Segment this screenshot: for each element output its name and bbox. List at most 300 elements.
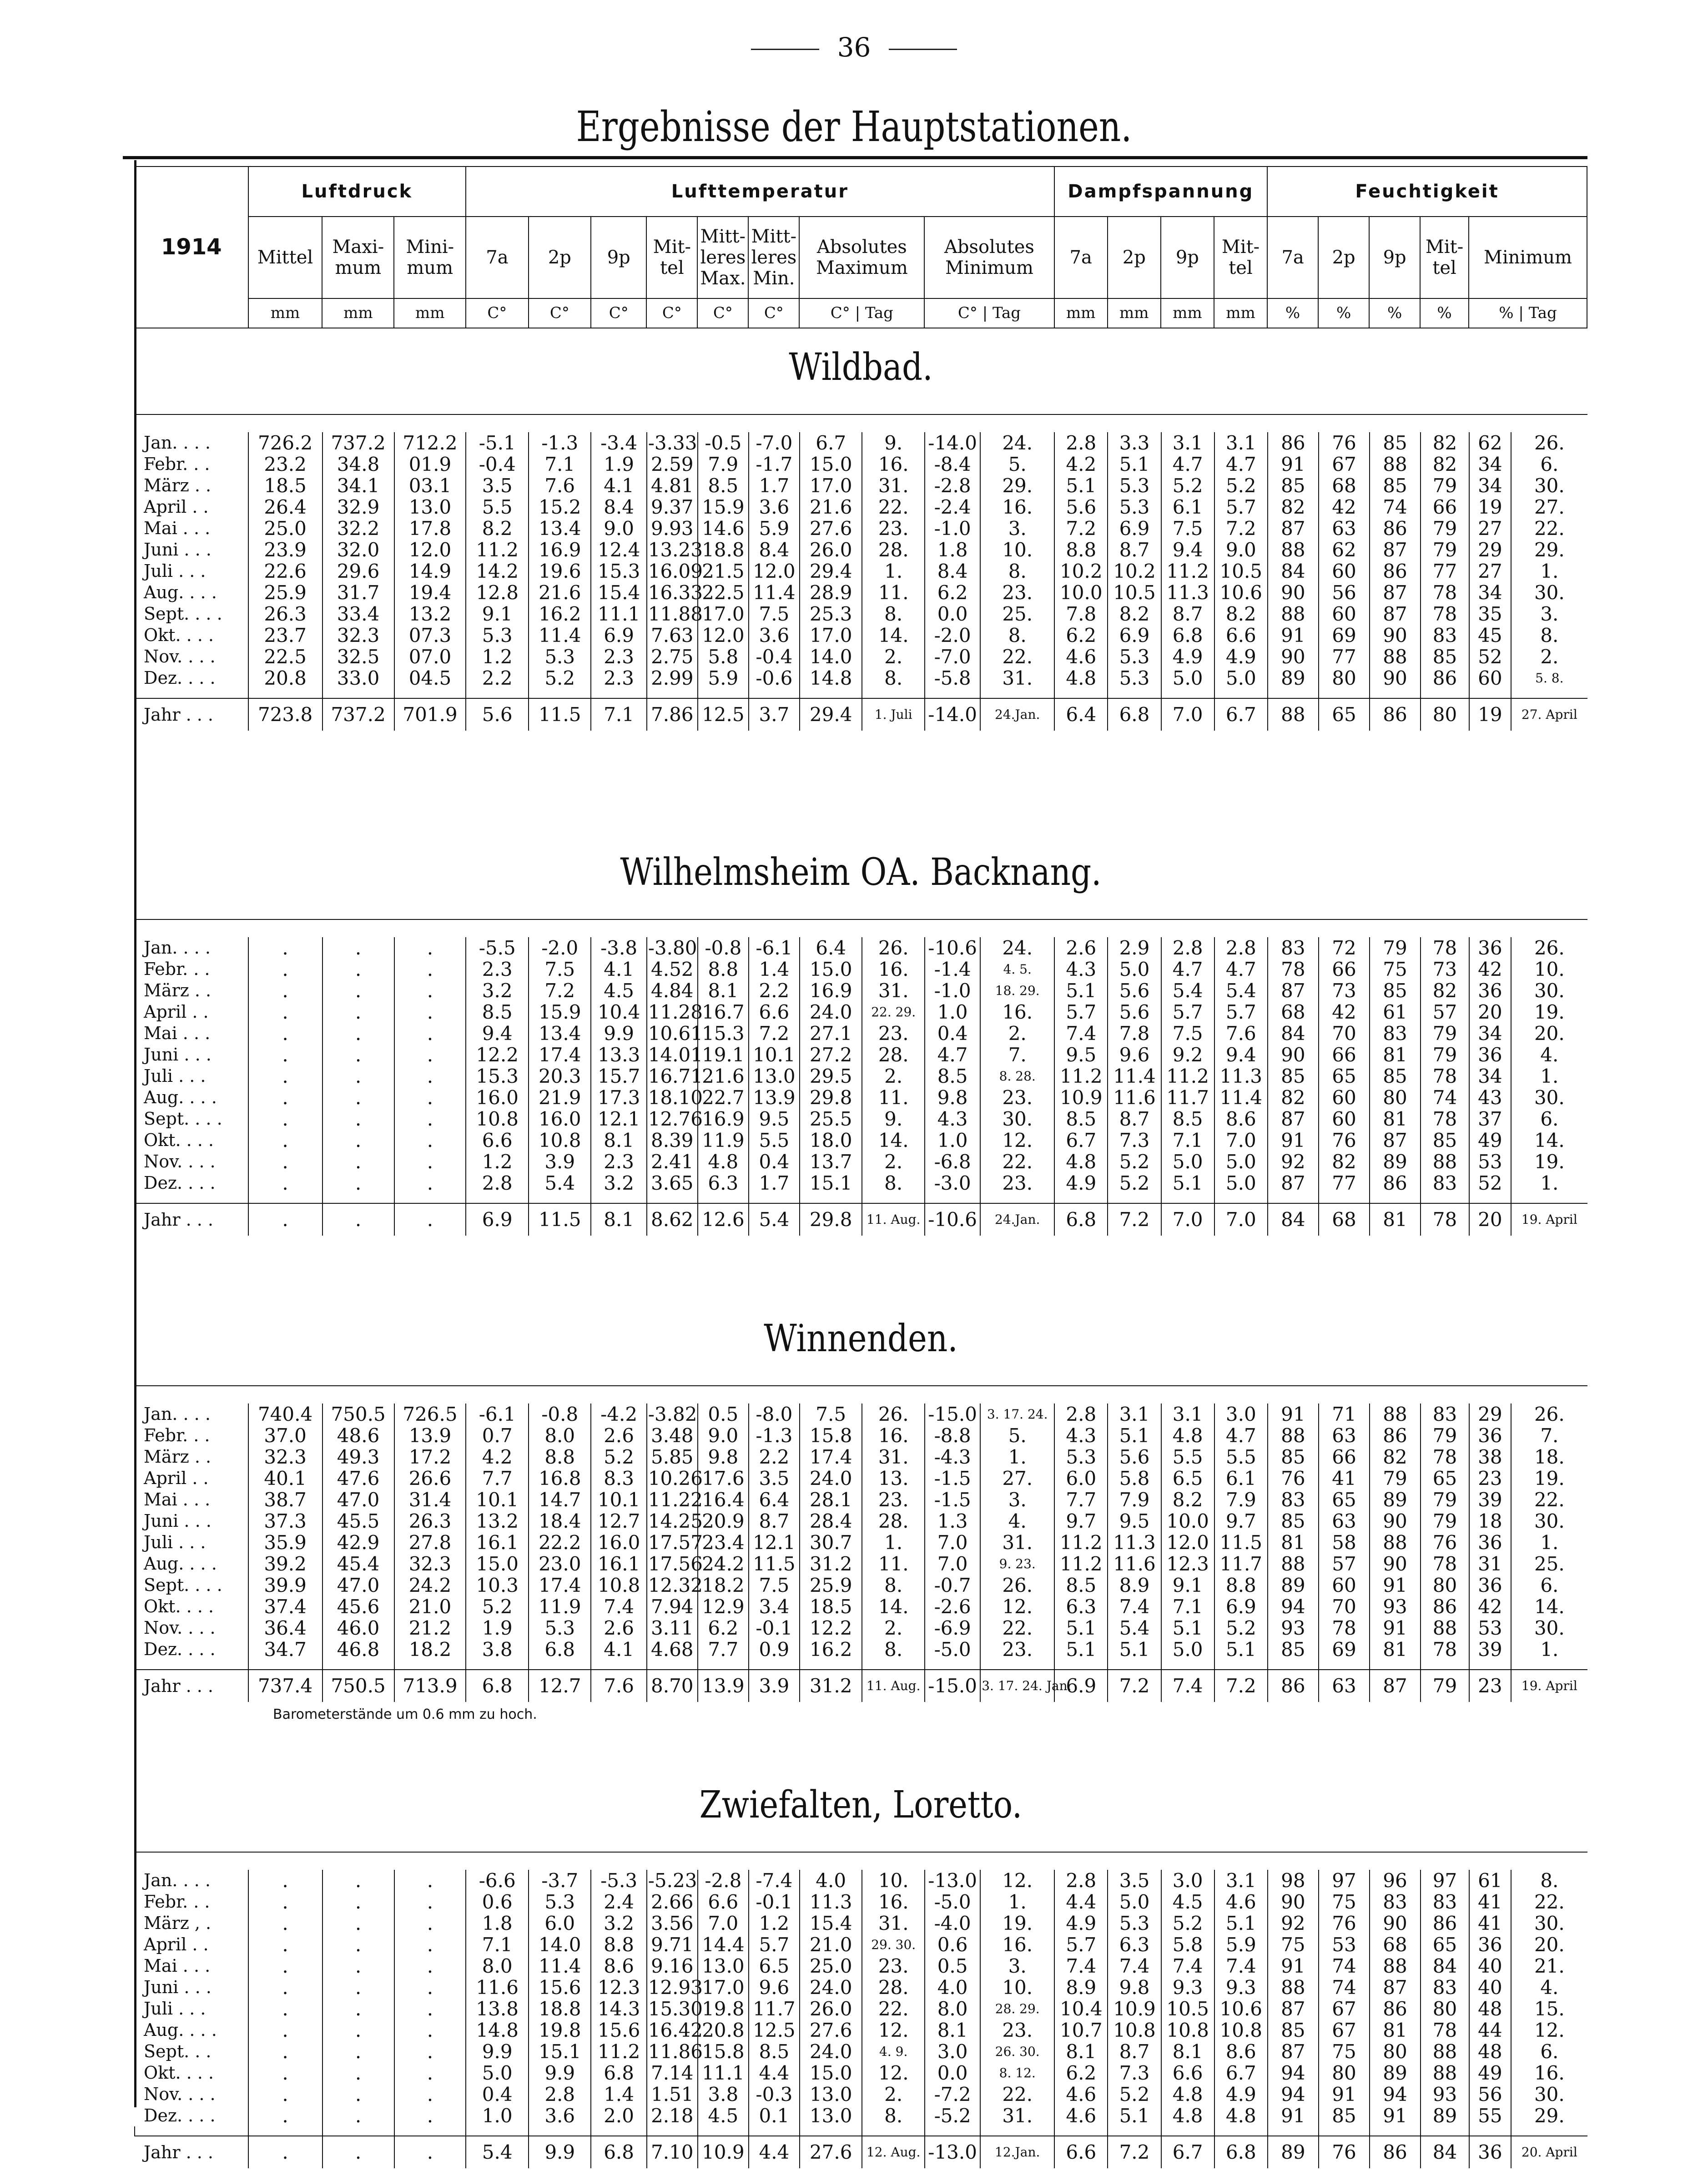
table-cell: 25.9 [800,1575,862,1596]
table-cell: 6.9 [1214,1596,1268,1617]
table-cell: 79 [1421,518,1469,539]
table-cell: 74 [1421,1087,1469,1108]
table-cell: 11.2 [466,539,529,560]
table-cell: 4.8 [698,1151,749,1172]
table-cell: 8.4 [591,496,646,518]
table-cell: 22. [862,1998,925,2019]
table-cell: 85 [1421,1130,1469,1151]
table-cell: 6.9 [1108,625,1161,646]
spacer-cell [1319,1194,1370,1203]
month-row [135,937,1587,959]
table-cell: 5.2 [1214,475,1268,496]
table-cell: . [248,2041,322,2062]
table-cell: 83 [1421,1404,1469,1425]
table-cell: 85 [1268,1065,1319,1087]
table-cell: 88 [1370,646,1421,667]
row-label: Jahr . . . [135,1670,248,1702]
table-cell: 26. [1511,432,1587,454]
table-cell: 85 [1370,1065,1421,1087]
table-cell: 7.5 [800,1404,862,1425]
table-cell: 7.5 [749,1575,800,1596]
table-cell: 72 [1319,937,1370,959]
spacer-cell [1511,2126,1587,2136]
col-temp-absolutes-maximum: Absolutes Maximum [799,217,924,298]
table-cell: 2. [862,2084,925,2105]
table-cell: 81 [1370,2019,1421,2041]
table-cell: 79 [1421,1489,1469,1510]
table-cell: 22.6 [248,560,322,582]
table-cell: 67 [1319,1998,1370,2019]
spacer-cell [980,1660,1054,1670]
table-cell: 32.3 [394,1553,466,1575]
table-cell: 83 [1268,937,1319,959]
table-cell: . [248,1891,322,1913]
table-cell: 68 [1319,1203,1370,1236]
table-cell: 9.1 [466,603,529,625]
row-label: Juni . . . [144,540,212,560]
table-cell: 18. [1511,1446,1587,1468]
table-cell: 11.5 [749,1553,800,1575]
table-cell: 2. [1511,646,1587,667]
table-cell: -3.82 [647,1404,698,1425]
unit-cell: mm [1161,298,1214,328]
row-label: Aug. . . . [144,1087,217,1107]
unit-cell: C° [697,298,748,328]
spacer-cell [1319,2126,1370,2136]
table-cell: 11.7 [749,1998,800,2019]
table-cell: 10.1 [749,1044,800,1065]
table-cell: 30. [1511,980,1587,1001]
table-cell: 8. [862,1172,925,1194]
table-cell: 23. [980,1639,1054,1660]
table-cell: 9.5 [749,1108,800,1130]
table-cell: 8.8 [529,1446,591,1468]
table-cell: 30. [1511,1510,1587,1532]
table-cell: 16.9 [698,1108,749,1130]
table-cell: 712.2 [394,432,466,454]
table-cell: 2.6 [591,1617,646,1639]
table-cell: 726.5 [394,1404,466,1425]
table-cell: 14.01 [647,1044,698,1065]
table-cell: 47.0 [322,1575,394,1596]
table-cell: 4.6 [1214,1891,1268,1913]
col-feucht-mittel: Mit-tel [1420,217,1469,298]
annual-row [135,2136,1587,2168]
table-cell: 4.4 [749,2062,800,2084]
table-cell: 94 [1370,2084,1421,2105]
table-cell: 8.2 [466,518,529,539]
table-cell: 7.1 [591,698,646,731]
row-label: April . . [144,497,209,517]
table-cell: 80 [1319,2062,1370,2084]
table-cell: 19.4 [394,582,466,603]
spacer-cell [1108,1660,1161,1670]
table-cell: 14.8 [800,667,862,689]
table-cell: 16.4 [698,1489,749,1510]
table-cell: 79 [1370,937,1421,959]
table-cell: 12.4 [591,539,646,560]
table-cell: 65 [1421,1934,1469,1955]
table-cell: 81 [1268,1532,1319,1553]
table-cell: . [248,1087,322,1108]
table-cell: 9.4 [1161,539,1214,560]
table-cell: 7.2 [1054,518,1108,539]
table-cell: 7.0 [698,1913,749,1934]
table-cell: 3.1 [1161,432,1214,454]
spacer-cell [862,2126,925,2136]
row-label: Jan. . . . [144,1870,211,1890]
table-cell: 81 [1370,1044,1421,1065]
row-label: Dez. . . . [144,1639,216,1659]
table-cell: 86 [1268,432,1319,454]
row-label: Okt. . . . [144,1130,214,1150]
row-label: Juni . . . [144,1511,212,1531]
table-cell: 5.1 [1161,1172,1214,1194]
table-cell: 5.3 [1108,667,1161,689]
table-cell: 5.5 [1161,1446,1214,1468]
table-cell: -3.80 [647,937,698,959]
table-cell: 8. [862,667,925,689]
table-cell: 8.6 [1214,1108,1268,1130]
spacer-cell [862,689,925,698]
table-cell: 17.57 [647,1532,698,1553]
month-row [135,1617,1587,1639]
table-cell: 36 [1469,1575,1511,1596]
table-cell: 52 [1469,646,1511,667]
col-dampf-9p: 9p [1161,217,1214,298]
table-cell: 2.8 [1161,937,1214,959]
table-cell: 9.9 [591,1023,646,1044]
table-cell: 88 [1268,698,1319,731]
table-cell: 4.8 [1054,667,1108,689]
month-row [135,1425,1587,1446]
table-cell: 87 [1268,1998,1319,2019]
table-cell: 16.0 [466,1087,529,1108]
table-cell: 10.61 [647,1023,698,1044]
spacer-cell [800,2126,862,2136]
table-cell: 4.2 [1054,454,1108,475]
table-cell: -8.8 [925,1425,980,1446]
table-cell: 1. [862,1532,925,1553]
table-cell: 41 [1319,1468,1370,1489]
section-rule [134,414,1587,415]
table-cell: . [394,1203,466,1236]
table-cell: . [322,1870,394,1891]
table-cell: 11.28 [647,1001,698,1023]
table-cell: 18.8 [698,539,749,560]
table-cell: 6.4 [800,937,862,959]
spacer-cell [248,1660,322,1670]
table-cell: 11.1 [698,2062,749,2084]
table-cell: 9.3 [1161,1977,1214,1998]
spacer-cell [800,689,862,698]
table-cell: 80 [1370,1087,1421,1108]
table-cell: . [322,1130,394,1151]
row-label: Juli . . . [144,1066,206,1086]
table-cell: 5.1 [1054,1617,1108,1639]
table-cell: 85 [1268,2019,1319,2041]
table-cell: 90 [1268,1891,1319,1913]
table-cell: 1.2 [466,646,529,667]
table-cell: 88 [1421,2062,1469,2084]
table-cell: 11.4 [529,1955,591,1977]
table-cell: 6.8 [591,2062,646,2084]
table-cell: 36 [1469,1532,1511,1553]
table-cell: . [248,1955,322,1977]
spacer-cell [466,2126,529,2136]
table-cell: 27 [1469,518,1511,539]
table-cell: 7.4 [1214,1955,1268,1977]
table-cell: 4.7 [1214,1425,1268,1446]
table-cell: 7.6 [1214,1023,1268,1044]
table-cell: 15.0 [800,2062,862,2084]
row-label: Jahr . . . [135,2136,248,2168]
spacer-cell [1469,2126,1511,2136]
month-row [135,1446,1587,1468]
table-cell: -0.8 [698,937,749,959]
table-cell: 82 [1268,1087,1319,1108]
table-cell: 1. [862,560,925,582]
table-cell: 5.8 [1161,1934,1214,1955]
month-row [135,2105,1587,2126]
table-cell: 9.4 [466,1023,529,1044]
table-cell: 2. [862,646,925,667]
table-cell: 7.4 [1161,1955,1214,1977]
table-cell: . [394,2105,466,2126]
station-title-zwiefalten: Zwiefalten, Loretto. [699,1783,1023,1827]
table-cell: . [394,1955,466,1977]
table-cell: 11.5 [529,698,591,731]
table-cell: 13.0 [698,1955,749,1977]
table-cell: 19.8 [529,2019,591,2041]
table-cell: 28.4 [800,1510,862,1532]
table-cell: 30. [1511,1913,1587,1934]
table-cell: 8.1 [1054,2041,1108,2062]
table-cell: 2.2 [749,980,800,1001]
table-cell: 89 [1370,2062,1421,2084]
table-cell: 86 [1421,667,1469,689]
col-luftdruck-mittel: Mittel [248,217,322,298]
table-cell: 7.94 [647,1596,698,1617]
table-cell: 8.0 [466,1955,529,1977]
table-cell: 0.4 [749,1151,800,1172]
table-cell: 27.6 [800,2136,862,2168]
month-row [135,2084,1587,2105]
table-cell: 36 [1469,937,1511,959]
table-cell: 11. Aug. [862,1670,925,1702]
table-cell: 13.23 [647,539,698,560]
table-cell: 4.4 [1054,1891,1108,1913]
table-cell: 8.4 [925,560,980,582]
table-cell: 24.2 [394,1575,466,1596]
table-cell: 12.8 [466,582,529,603]
table-cell: 40.1 [248,1468,322,1489]
table-cell: . [394,2019,466,2041]
spacer-cell [466,1194,529,1203]
table-cell: 96 [1370,1870,1421,1891]
table-cell: 32.3 [322,625,394,646]
table-cell: 5.0 [1161,1639,1214,1660]
row-label: Aug. . . . [144,2020,217,2040]
table-cell: 10.7 [1054,2019,1108,2041]
table-cell: 74 [1319,1955,1370,1977]
spacer-cell [322,1660,394,1670]
table-cell: 19 [1469,496,1511,518]
table-cell: 3.2 [466,980,529,1001]
month-row [135,959,1587,980]
table-cell: 63 [1319,518,1370,539]
table-cell: -2.8 [925,475,980,496]
table-cell: 83 [1268,1489,1319,1510]
table-cell: 90 [1268,582,1319,603]
table-cell: 12.3 [591,1977,646,1998]
table-cell: 19 [1469,698,1511,731]
table-cell: 6.8 [1214,2136,1268,2168]
table-cell: 0.6 [925,1934,980,1955]
table-cell: 2.2 [749,1446,800,1468]
table-cell: 11.7 [1214,1553,1268,1575]
table-cell: 7.5 [1161,518,1214,539]
table-cell: 6. [1511,2041,1587,2062]
table-cell: 31.2 [800,1553,862,1575]
table-cell: 8. [862,1639,925,1660]
spacer-cell [1161,1660,1214,1670]
spacer-row [135,689,1587,698]
table-cell: 14.4 [698,1934,749,1955]
spacer-cell [1421,1660,1469,1670]
station-table-wildbad [134,432,1587,731]
table-cell: 24. [980,432,1054,454]
station-title-wilhelmsheim: Wilhelmsheim OA. Backnang. [620,851,1102,894]
table-cell: 82 [1421,454,1469,475]
table-cell: 4.5 [698,2105,749,2126]
table-cell: 60 [1319,560,1370,582]
table-cell: 10.6 [1214,1998,1268,2019]
table-cell: 7.4 [1161,1670,1214,1702]
table-cell: 4.8 [1161,1425,1214,1446]
table-cell: -2.0 [925,625,980,646]
table-cell: 3.1 [1161,1404,1214,1425]
table-cell: 6.9 [591,625,646,646]
col-temp-mittel: Mit-tel [646,217,697,298]
table-cell: . [248,959,322,980]
table-cell: 94 [1268,1596,1319,1617]
table-cell: 5.7 [1161,1001,1214,1023]
table-cell: 25.9 [248,582,322,603]
table-cell: 13.2 [394,603,466,625]
table-cell: 7.2 [1214,518,1268,539]
table-cell: 7. [1511,1425,1587,1446]
table-cell: 87 [1268,2041,1319,2062]
table-cell: 0.0 [925,603,980,625]
table-cell: 5.4 [749,1203,800,1236]
spacer-cell [1214,2126,1268,2136]
table-cell: 9.8 [698,1446,749,1468]
table-cell: 11.7 [1161,1087,1214,1108]
spacer-cell [135,1194,248,1203]
spacer-cell [1511,1660,1587,1670]
row-label: Nov. . . . [144,1151,216,1171]
table-cell: 93 [1421,2084,1469,2105]
table-cell: 91 [1370,2105,1421,2126]
table-cell: 17.3 [591,1087,646,1108]
table-cell: 12.0 [394,539,466,560]
table-cell: 16. [862,959,925,980]
table-cell: 22. [980,1617,1054,1639]
table-cell: 12.93 [647,1977,698,1998]
station-table-zwiefalten [134,1870,1587,2168]
table-cell: 3.1 [1108,1404,1161,1425]
table-cell: 25.5 [800,1108,862,1130]
table-cell: 4.7 [925,1044,980,1065]
table-cell: 7.5 [749,603,800,625]
table-cell: 7.14 [647,2062,698,2084]
col-temp-absolutes-minimum: Absolutes Minimum [924,217,1054,298]
month-row [135,1575,1587,1596]
table-cell: 1. [980,1446,1054,1468]
table-cell: 4.84 [647,980,698,1001]
table-cell: . [322,2019,394,2041]
table-cell: 15.3 [466,1065,529,1087]
table-cell: . [394,1130,466,1151]
table-cell: 82 [1268,496,1319,518]
table-cell: 4.68 [647,1639,698,1660]
col-dampf-7a: 7a [1054,217,1108,298]
row-label: Juli . . . [144,1999,206,2019]
table-cell: 85 [1268,475,1319,496]
table-cell: 86 [1421,1913,1469,1934]
table-cell: 29. [980,475,1054,496]
table-cell: 7.7 [466,1468,529,1489]
table-cell: 9.5 [1054,1044,1108,1065]
table-cell: 2. [980,1023,1054,1044]
table-cell: 80 [1319,667,1370,689]
spacer-cell [1054,1194,1108,1203]
table-cell: 92 [1268,1913,1319,1934]
table-cell: 55 [1469,2105,1511,2126]
table-cell: 4.7 [1161,454,1214,475]
table-cell: 91 [1370,1617,1421,1639]
table-cell: 6.6 [1161,2062,1214,2084]
table-cell: 18.8 [529,1998,591,2019]
table-cell: 4.52 [647,959,698,980]
table-cell: 6.8 [1108,698,1161,731]
table-cell: 1.2 [466,1151,529,1172]
table-cell: 86 [1421,1596,1469,1617]
table-cell: -13.0 [925,1870,980,1891]
table-cell: 13.9 [749,1087,800,1108]
table-cell: 26.3 [394,1510,466,1532]
table-cell: 2.6 [1054,937,1108,959]
table-cell: 10.0 [1161,1510,1214,1532]
table-cell: 86 [1268,1670,1319,1702]
table-cell: 22. [980,2084,1054,2105]
table-cell: 22. [1511,1891,1587,1913]
month-row [135,1151,1587,1172]
table-cell: . [322,1934,394,1955]
table-cell: 8.2 [1214,603,1268,625]
table-cell: 6.3 [1054,1596,1108,1617]
table-cell: 9.0 [591,518,646,539]
table-cell: 18.5 [800,1596,862,1617]
table-cell: 27.1 [800,1023,862,1044]
table-cell: 5.3 [1108,496,1161,518]
table-cell: 23. [862,518,925,539]
table-cell: 19. April [1511,1203,1587,1236]
table-cell: 7.9 [698,454,749,475]
table-cell: 4.9 [1214,2084,1268,2105]
table-cell: 31. [862,1446,925,1468]
